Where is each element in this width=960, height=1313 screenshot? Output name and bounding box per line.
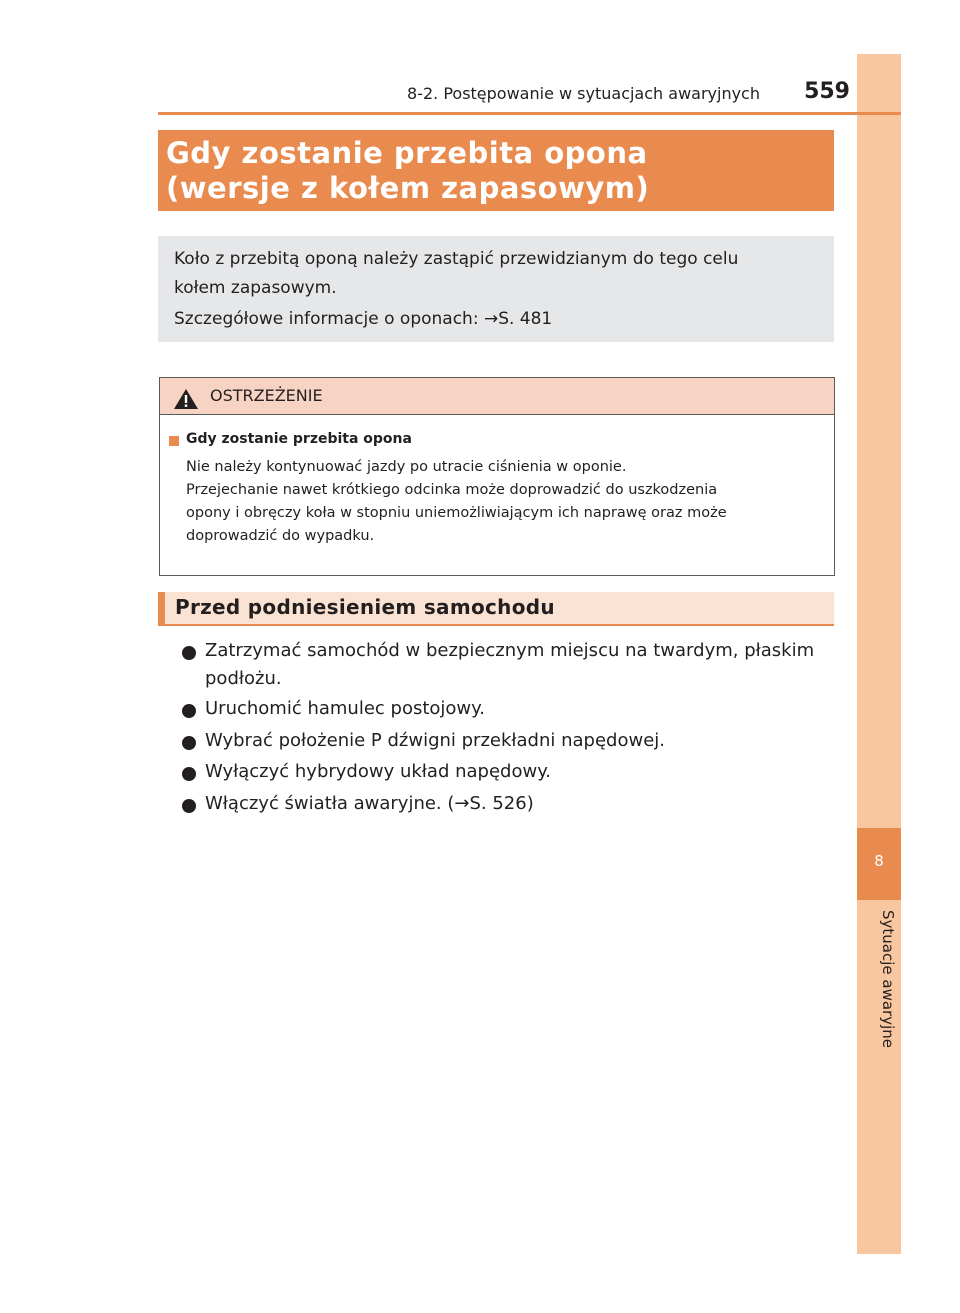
bullet-icon [182, 736, 196, 750]
chapter-sidebar [857, 54, 901, 1254]
warning-header [160, 378, 834, 415]
bullet-icon [182, 799, 196, 813]
page-title [166, 136, 826, 206]
warning-box [159, 377, 835, 576]
warning-text-line: opony i obręczy koła w stopniu uniemożliwiającym ich naprawę oraz może [186, 505, 727, 521]
warning-text-line: Nie należy kontynuować jazdy po utracie ciśnienia w oponie. [186, 459, 627, 475]
page-title-line-1: Gdy zostanie przebita opona [166, 136, 648, 170]
step-item: Wyłączyć hybrydowy układ napędowy. [205, 761, 551, 782]
warning-text-line: doprowadzić do wypadku. [186, 528, 375, 544]
intro-line-1: Koło z przebitą oponą należy zastąpić przewidzianym do tego celu [174, 249, 739, 269]
chapter-name: Sytuacje awaryjne [879, 910, 897, 1048]
bullet-icon [182, 704, 196, 718]
warning-subtitle: Gdy zostanie przebita opona [186, 431, 412, 447]
warning-title: OSTRZEŻENIE [210, 386, 323, 405]
subsection-accent [158, 592, 165, 624]
step-item-continuation: podłożu. [205, 668, 282, 689]
bullet-icon [182, 646, 196, 660]
step-item: Uruchomić hamulec postojowy. [205, 698, 485, 719]
bullet-icon [182, 767, 196, 781]
square-bullet-icon [169, 436, 179, 446]
intro-reference[interactable]: Szczegółowe informacje o oponach: →S. 481 [174, 309, 553, 329]
chapter-number: 8 [874, 852, 884, 870]
page-number: 559 [804, 79, 850, 104]
warning-text-line: Przejechanie nawet krótkiego odcinka może doprowadzić do uszkodzenia [186, 482, 718, 498]
subsection-divider [158, 624, 834, 626]
header-divider [158, 112, 901, 115]
header-section-title: 8-2. Postępowanie w sytuacjach awaryjnych [407, 84, 760, 103]
warning-triangle-icon [173, 388, 199, 410]
page-title-line-2: (wersje z kołem zapasowym) [166, 171, 650, 205]
step-item[interactable]: Włączyć światła awaryjne. (→S. 526) [205, 793, 534, 814]
step-item: Zatrzymać samochód w bezpiecznym miejscu na twardym, płaskim [205, 640, 815, 661]
intro-line-2: kołem zapasowym. [174, 278, 337, 298]
step-item: Wybrać położenie P dźwigni przekładni napędowej. [205, 730, 666, 751]
subsection-title: Przed podniesieniem samochodu [175, 595, 555, 619]
